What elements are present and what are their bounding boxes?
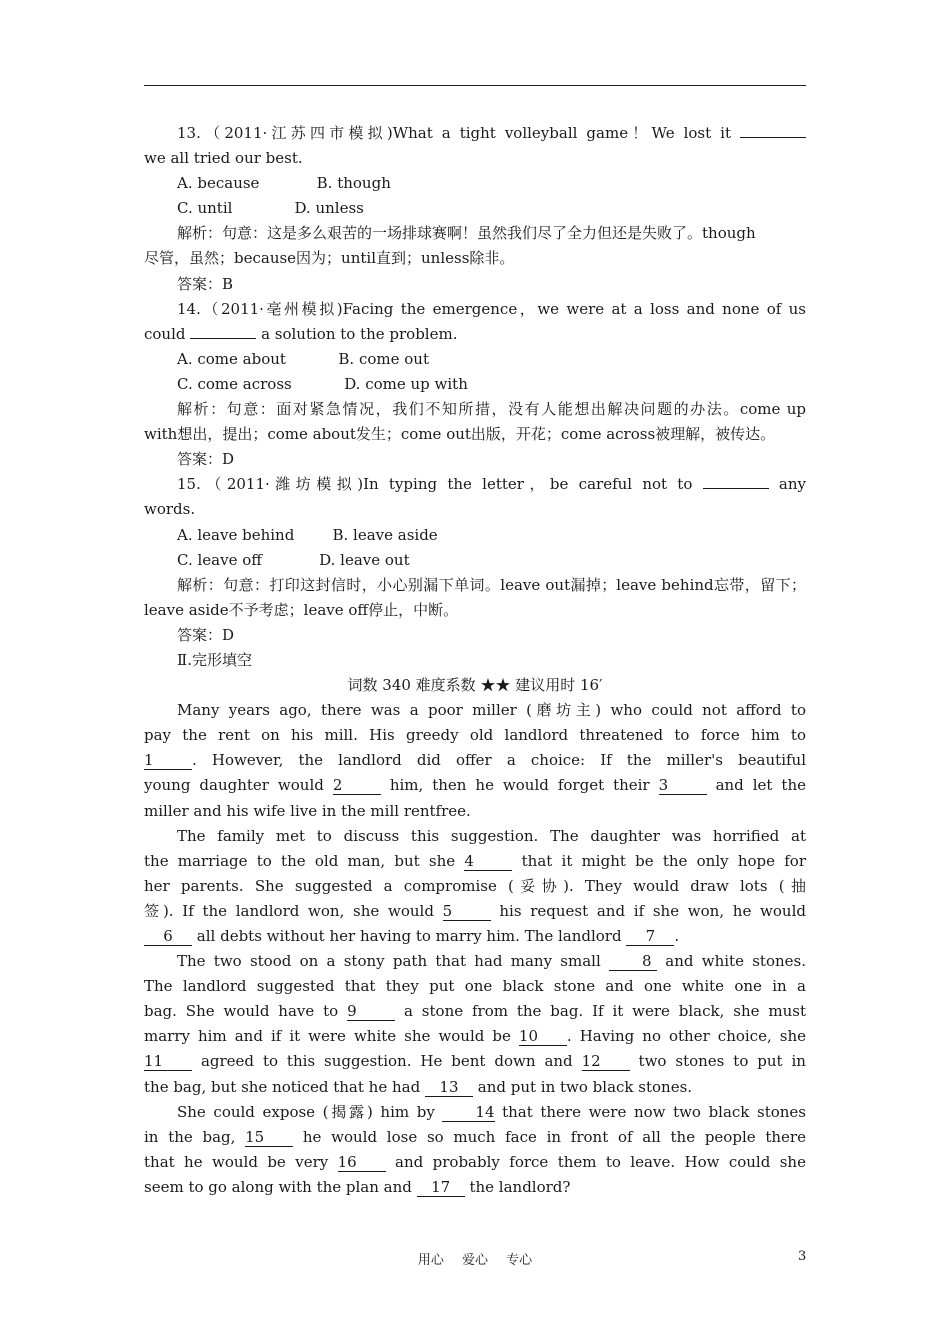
cloze-blank: 7: [626, 927, 674, 946]
passage-line: seem to go along with the plan and 17 the landlord?: [144, 1177, 571, 1196]
cloze-blank: 12: [582, 1052, 630, 1071]
q14-explanation-cont: with想出，提出；come about发生；come out出版，开花；come across被理解，被传达。: [144, 425, 776, 444]
cloze-blank: 8: [609, 952, 657, 971]
q14-explanation: 解析：句意：面对紧急情况，我们不知所措，没有人能想出解决问题的办法。come up: [177, 400, 806, 419]
passage-line: young daughter would 2 him, then he would forget their 3 and let the: [144, 776, 806, 795]
cloze-blank: 9: [347, 1002, 395, 1021]
cloze-blank: 5: [443, 902, 491, 921]
passage-line: 6 all debts without her having to marry him. The landlord 7 .: [144, 924, 806, 949]
passage-line: the marriage to the old man, but she 4 that it might be the only hope for: [144, 851, 807, 870]
q13-stem: 13.（2011·江苏四市模拟)What a tight volleyball game！We lost it: [144, 121, 806, 146]
q13-options-cd: C. until D. unless: [177, 199, 364, 218]
q13-explanation: 解析：句意：这是多么艰苦的一场排球赛啊！虽然我们尽了全力但还是失败了。though: [177, 224, 756, 243]
passage-line: 11 agreed to this suggestion. He bent down and 12 two stones to put in: [144, 1052, 806, 1071]
q15-answer: 答案：D: [177, 625, 235, 644]
passage-line: 签). If the landlord won, she would 5 his request and if she won, he would: [144, 901, 806, 920]
q13-stem-cont: we all tried our best.: [144, 149, 303, 168]
footer-motto: 用心 爱心 专心: [417, 1253, 533, 1268]
answer-blank: [190, 326, 256, 339]
q14-answer: 答案：D: [177, 450, 235, 469]
q14-options-cd: C. come across D. come up with: [177, 374, 468, 393]
cloze-blank: 11: [144, 1052, 192, 1071]
passage-line: The two stood on a stony path that had many small 8 and white stones.: [177, 952, 806, 971]
q13-explanation-cont: 尽管，虽然；because因为；until直到；unless除非。: [144, 249, 515, 268]
cloze-blank: 15: [245, 1128, 293, 1147]
passage-line: The landlord suggested that they put one black stone and one white one in a: [144, 977, 806, 996]
passage-line: bag. She would have to 9 a stone from the bag. If it were black, she must: [144, 1002, 806, 1021]
q13-answer: 答案：B: [177, 274, 234, 293]
cloze-blank: 13: [425, 1078, 473, 1097]
page-content: [144, 121, 806, 1200]
cloze-blank: 16: [338, 1153, 386, 1172]
passage-line: her parents. She suggested a compromise (妥协). They would draw lots (抽: [144, 876, 806, 895]
cloze-blank: 3: [659, 776, 707, 795]
q13-options-ab: A. because B. though: [177, 174, 391, 193]
q15-options-ab: A. leave behind B. leave aside: [177, 525, 438, 544]
page-number: 3: [798, 1249, 807, 1264]
q14-stem-cont: could a solution to the problem.: [144, 324, 458, 343]
cloze-blank: 1: [144, 751, 192, 770]
passage-line: the bag, but she noticed that he had 13 and put in two black stones.: [144, 1077, 693, 1096]
passage-line: in the bag, 15 he would lose so much face in front of all the people there: [144, 1127, 806, 1146]
answer-blank: [740, 125, 806, 138]
passage-line: pay the rent on his mill. His greedy old landlord threatened to force him to: [144, 726, 806, 745]
cloze-blank: 6: [144, 927, 192, 946]
q15-explanation-cont: leave aside不予考虑；leave off停止，中断。: [144, 600, 459, 619]
cloze-blank: 4: [464, 852, 512, 871]
passage-line: marry him and if it were white she would be 10 . Having no other choice, she: [144, 1027, 806, 1046]
q15-options-cd: C. leave off D. leave out: [177, 550, 410, 569]
cloze-blank: 2: [333, 776, 381, 795]
cloze-blank: 10: [519, 1027, 567, 1046]
cloze-blank: 14: [442, 1103, 494, 1122]
header-rule: [144, 85, 806, 86]
q14-options-ab: A. come about B. come out: [177, 349, 429, 368]
cloze-heading: Ⅱ.完形填空: [177, 650, 252, 669]
passage-line: She could expose (揭露) him by 14 that there were now two black stones: [177, 1102, 806, 1121]
q15-stem-cont: words.: [144, 500, 196, 519]
q15-explanation: 解析：句意：打印这封信时，小心别漏下单词。leave out漏掉；leave behind忘带，留下；: [177, 575, 806, 594]
passage-line: 1 . However, the landlord did offer a choice: If the miller's beautiful: [144, 751, 806, 770]
passage-line: that he would be very 16 and probably force them to leave. How could she: [144, 1152, 806, 1171]
passage-line: miller and his wife live in the mill rentfree.: [144, 801, 471, 820]
cloze-info: 词数 340 难度系数 ★★ 建议用时 16′: [347, 676, 603, 695]
passage-line: Many years ago, there was a poor miller (磨坊主) who could not afford to: [177, 701, 806, 720]
q15-stem: 15.（2011·潍坊模拟)In typing the letter，be careful not to any: [177, 475, 806, 494]
q14-stem: 14.（2011·亳州模拟)Facing the emergence，we were at a loss and none of us: [177, 299, 806, 318]
passage-line: The family met to discuss this suggestion. The daughter was horrified at: [177, 826, 806, 845]
answer-blank: [703, 476, 769, 489]
cloze-blank: 17: [417, 1178, 465, 1197]
